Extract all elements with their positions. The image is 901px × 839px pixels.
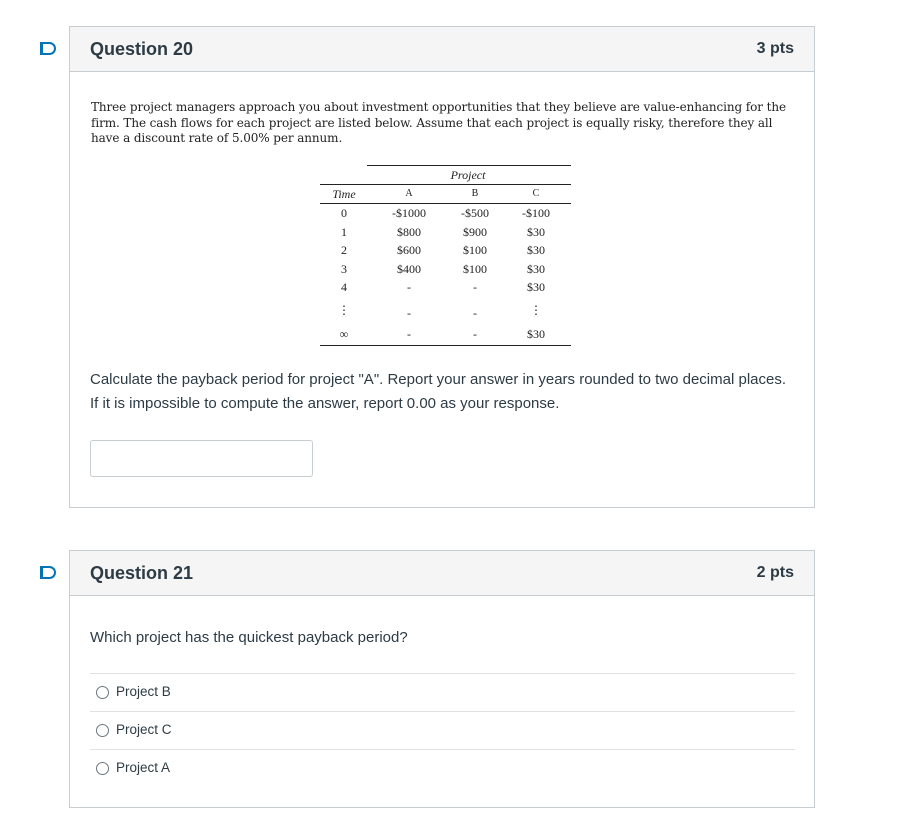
table-subheader-rule bbox=[320, 203, 571, 204]
table-cell-time: 3 bbox=[341, 262, 347, 276]
table-cell-time: ∞ bbox=[339, 327, 349, 341]
table-cell-c: $30 bbox=[527, 225, 545, 239]
answer-option-label[interactable]: Project B bbox=[116, 684, 171, 699]
table-cell-a: - bbox=[407, 327, 411, 341]
table-cell-c: $30 bbox=[527, 243, 545, 257]
table-cell-c: -$100 bbox=[522, 206, 550, 220]
table-cell-b: $100 bbox=[463, 243, 487, 257]
question-20-points: 3 pts bbox=[756, 40, 794, 57]
table-cell-b: - bbox=[473, 327, 477, 341]
table-cell-c: $30 bbox=[527, 327, 545, 341]
table-cell-a: $800 bbox=[397, 225, 421, 239]
table-col-c-header: C bbox=[532, 188, 540, 199]
flag-question-20-icon[interactable] bbox=[40, 42, 56, 55]
table-cell-b: - bbox=[473, 306, 477, 320]
question-21-points: 2 pts bbox=[756, 564, 794, 581]
table-col-b-header: B bbox=[471, 188, 479, 199]
table-cell-b: -$500 bbox=[461, 206, 489, 220]
question-20-intro: Three project managers approach you about investment opportunities that they believe are value-enhancing for the firm. The cash flows for each project are listed below. Assume that each project is equally risky, therefore they all have a discount rate of 5.00% per annum. bbox=[91, 100, 786, 145]
table-cell-a: - bbox=[407, 280, 411, 294]
table-header-rule bbox=[320, 184, 571, 185]
table-cell-b: $900 bbox=[463, 225, 487, 239]
table-top-rule bbox=[367, 165, 571, 166]
table-time-header: Time bbox=[332, 187, 356, 201]
answer-option-label[interactable]: Project A bbox=[116, 760, 171, 775]
question-20-header bbox=[70, 27, 814, 72]
table-cell-time: 0 bbox=[341, 206, 347, 220]
table-cell-a: -$1000 bbox=[392, 206, 426, 220]
answer-option-label[interactable]: Project C bbox=[116, 722, 172, 737]
answer-input[interactable] bbox=[90, 440, 313, 477]
table-group-header: Project bbox=[450, 168, 486, 182]
question-20-prompt: Calculate the payback period for project "A". Report your answer in years rounded to two decimal places. If it is impossible to compute the answer, report 0.00 as your response. bbox=[90, 371, 787, 412]
question-21-header bbox=[70, 551, 814, 596]
table-cell-c: $30 bbox=[527, 280, 545, 294]
radio-button[interactable] bbox=[96, 686, 109, 699]
table-cell-a: - bbox=[407, 306, 411, 320]
table-cell-a: $600 bbox=[397, 243, 421, 257]
answer-option[interactable] bbox=[90, 749, 795, 787]
table-cell-b: $100 bbox=[463, 262, 487, 276]
table-col-a-header: A bbox=[405, 188, 413, 199]
table-cell-time: 4 bbox=[341, 280, 347, 294]
table-cell-b: - bbox=[473, 280, 477, 294]
radio-button[interactable] bbox=[96, 724, 109, 737]
table-cell-time: 1 bbox=[341, 225, 347, 239]
table-bottom-rule bbox=[320, 345, 571, 346]
question-21-card bbox=[69, 550, 815, 808]
table-cell-time: 2 bbox=[341, 243, 347, 257]
question-20-card bbox=[69, 26, 815, 508]
radio-button[interactable] bbox=[96, 762, 109, 775]
flag-question-21-icon[interactable] bbox=[40, 566, 56, 579]
table-cell-c-ellipsis: ⋮ bbox=[530, 303, 542, 317]
question-21-title: Question 21 bbox=[90, 563, 194, 583]
question-21-prompt: Which project has the quickest payback period? bbox=[90, 629, 408, 646]
answer-option[interactable] bbox=[90, 673, 795, 711]
table-cell-time-ellipsis: ⋮ bbox=[338, 303, 350, 317]
question-20-title: Question 20 bbox=[90, 39, 194, 59]
table-cell-a: $400 bbox=[397, 262, 421, 276]
answer-option[interactable] bbox=[90, 711, 795, 749]
table-cell-c: $30 bbox=[527, 262, 545, 276]
